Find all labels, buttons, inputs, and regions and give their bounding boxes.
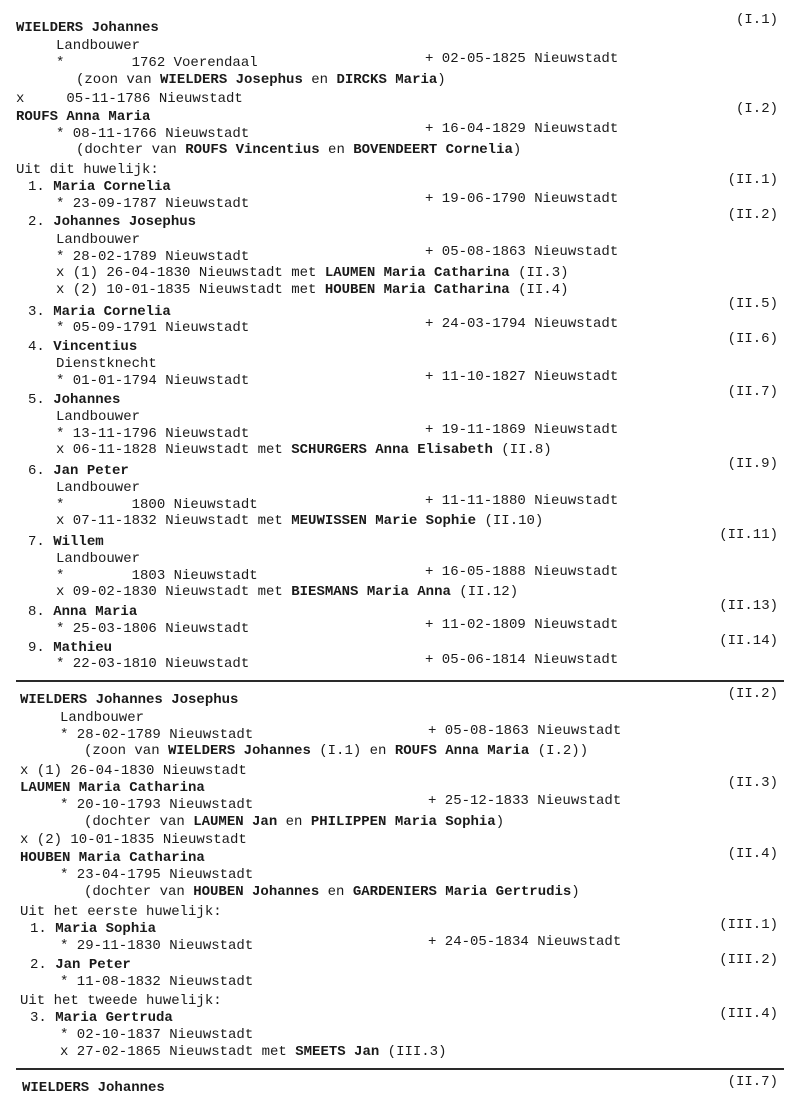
birth-date: * 1803 Nieuwstadt (56, 568, 258, 584)
occupation: Landbouwer (56, 232, 141, 248)
child-name: 2. Jan Peter (30, 957, 131, 973)
birth-date: * 1762 Voerendaal (56, 55, 258, 71)
birth-date: * 02-10-1837 Nieuwstadt (60, 1027, 254, 1043)
marriage-line: x 06-11-1828 Nieuwstadt met SCHURGERS Anna Elisabeth (II.8) (56, 442, 552, 458)
death-date: + 05-08-1863 Nieuwstadt (428, 723, 622, 739)
occupation: Landbouwer (56, 480, 141, 496)
death-date: + 16-04-1829 Nieuwstadt (425, 121, 619, 137)
spouse-name: ROUFS Anna Maria (16, 109, 151, 125)
ref-label: (II.9) (727, 456, 778, 472)
spouse-name: HOUBEN Maria Catharina (20, 850, 205, 866)
birth-date: * 23-09-1787 Nieuwstadt (56, 196, 250, 212)
parents-line: (dochter van LAUMEN Jan en PHILIPPEN Maria Sophia) (84, 814, 505, 830)
ref-label: (II.6) (727, 331, 778, 347)
child-name: 8. Anna Maria (28, 604, 138, 620)
occupation: Landbouwer (56, 38, 141, 54)
death-date: + 11-02-1809 Nieuwstadt (425, 617, 619, 633)
marriage-line: x (2) 10-01-1835 Nieuwstadt met HOUBEN Maria Catharina (II.4) (56, 282, 569, 298)
ref-label: (I.1) (735, 12, 778, 28)
child-name: 2. Johannes Josephus (28, 214, 197, 230)
birth-date: * 13-11-1796 Nieuwstadt (56, 426, 250, 442)
death-date: + 19-06-1790 Nieuwstadt (425, 191, 619, 207)
death-date: + 11-10-1827 Nieuwstadt (425, 369, 619, 385)
death-date: + 19-11-1869 Nieuwstadt (425, 422, 619, 438)
birth-date: * 20-10-1793 Nieuwstadt (60, 797, 254, 813)
birth-date: * 08-11-1766 Nieuwstadt (56, 126, 250, 142)
occupation: Landbouwer (56, 409, 141, 425)
ref-label: (II.3) (727, 775, 778, 791)
marriage-line: x 27-02-1865 Nieuwstadt met SMEETS Jan (III.3) (60, 1044, 447, 1060)
parents-line: (zoon van WIELDERS Josephus en DIRCKS Maria) (76, 72, 446, 88)
ref-label: (II.7) (727, 384, 778, 400)
person-name: WIELDERS Johannes (16, 20, 159, 36)
death-date: + 24-05-1834 Nieuwstadt (428, 934, 622, 950)
child-name: 3. Maria Gertruda (30, 1010, 173, 1026)
ref-label: (III.2) (719, 952, 778, 968)
death-date: + 05-06-1814 Nieuwstadt (425, 652, 619, 668)
ref-label: (II.13) (719, 598, 778, 614)
birth-date: * 01-01-1794 Nieuwstadt (56, 373, 250, 389)
ref-label: (III.1) (719, 917, 778, 933)
occupation: Landbouwer (60, 710, 145, 726)
occupation: Dienstknecht (56, 356, 157, 372)
marriage-line: x 07-11-1832 Nieuwstadt met MEUWISSEN Marie Sophie (II.10) (56, 513, 544, 529)
ref-label: (II.2) (727, 686, 778, 702)
children-header: Uit het eerste huwelijk: (20, 904, 222, 920)
section-divider (16, 1068, 784, 1070)
parents-line: (dochter van ROUFS Vincentius en BOVENDEERT Cornelia) (76, 142, 522, 158)
birth-date: * 05-09-1791 Nieuwstadt (56, 320, 250, 336)
children-header: Uit het tweede huwelijk: (20, 993, 222, 1009)
birth-date: * 25-03-1806 Nieuwstadt (56, 621, 250, 637)
person-name: WIELDERS Johannes Josephus (20, 692, 239, 708)
birth-date: * 28-02-1789 Nieuwstadt (60, 727, 254, 743)
birth-date: * 11-08-1832 Nieuwstadt (60, 974, 254, 990)
parents-line: (dochter van HOUBEN Johannes en GARDENIERS Maria Gertrudis) (84, 884, 580, 900)
ref-label: (II.11) (719, 527, 778, 543)
birth-date: * 22-03-1810 Nieuwstadt (56, 656, 250, 672)
death-date: + 16-05-1888 Nieuwstadt (425, 564, 619, 580)
ref-label: (II.2) (727, 207, 778, 223)
ref-label: (II.7) (727, 1074, 778, 1090)
section-divider (16, 680, 784, 682)
death-date: + 25-12-1833 Nieuwstadt (428, 793, 622, 809)
marriage-line: x 05-11-1786 Nieuwstadt (16, 91, 243, 107)
child-name: 7. Willem (28, 534, 104, 550)
birth-date: * 29-11-1830 Nieuwstadt (60, 938, 254, 954)
person-name: WIELDERS Johannes (22, 1080, 165, 1096)
death-date: + 05-08-1863 Nieuwstadt (425, 244, 619, 260)
ref-label: (II.1) (727, 172, 778, 188)
child-name: 1. Maria Cornelia (28, 179, 171, 195)
children-header: Uit dit huwelijk: (16, 162, 159, 178)
child-name: 1. Maria Sophia (30, 921, 157, 937)
child-name: 4. Vincentius (28, 339, 138, 355)
child-name: 3. Maria Cornelia (28, 304, 171, 320)
ref-label: (I.2) (735, 101, 778, 117)
ref-label: (II.14) (719, 633, 778, 649)
parents-line: (zoon van WIELDERS Johannes (I.1) en ROUFS Anna Maria (I.2)) (84, 743, 589, 759)
child-name: 6. Jan Peter (28, 463, 129, 479)
marriage-line: x (2) 10-01-1835 Nieuwstadt (20, 832, 247, 848)
death-date: + 24-03-1794 Nieuwstadt (425, 316, 619, 332)
ref-label: (III.4) (719, 1006, 778, 1022)
death-date: + 11-11-1880 Nieuwstadt (425, 493, 619, 509)
child-name: 5. Johannes (28, 392, 121, 408)
spouse-name: LAUMEN Maria Catharina (20, 780, 205, 796)
birth-date: * 1800 Nieuwstadt (56, 497, 258, 513)
ref-label: (II.5) (727, 296, 778, 312)
occupation: Landbouwer (56, 551, 141, 567)
birth-date: * 23-04-1795 Nieuwstadt (60, 867, 254, 883)
child-name: 9. Mathieu (28, 640, 113, 656)
marriage-line: x (1) 26-04-1830 Nieuwstadt (20, 763, 247, 779)
marriage-line: x (1) 26-04-1830 Nieuwstadt met LAUMEN Maria Catharina (II.3) (56, 265, 569, 281)
marriage-line: x 09-02-1830 Nieuwstadt met BIESMANS Maria Anna (II.12) (56, 584, 519, 600)
ref-label: (II.4) (727, 846, 778, 862)
death-date: + 02-05-1825 Nieuwstadt (425, 51, 619, 67)
birth-date: * 28-02-1789 Nieuwstadt (56, 249, 250, 265)
